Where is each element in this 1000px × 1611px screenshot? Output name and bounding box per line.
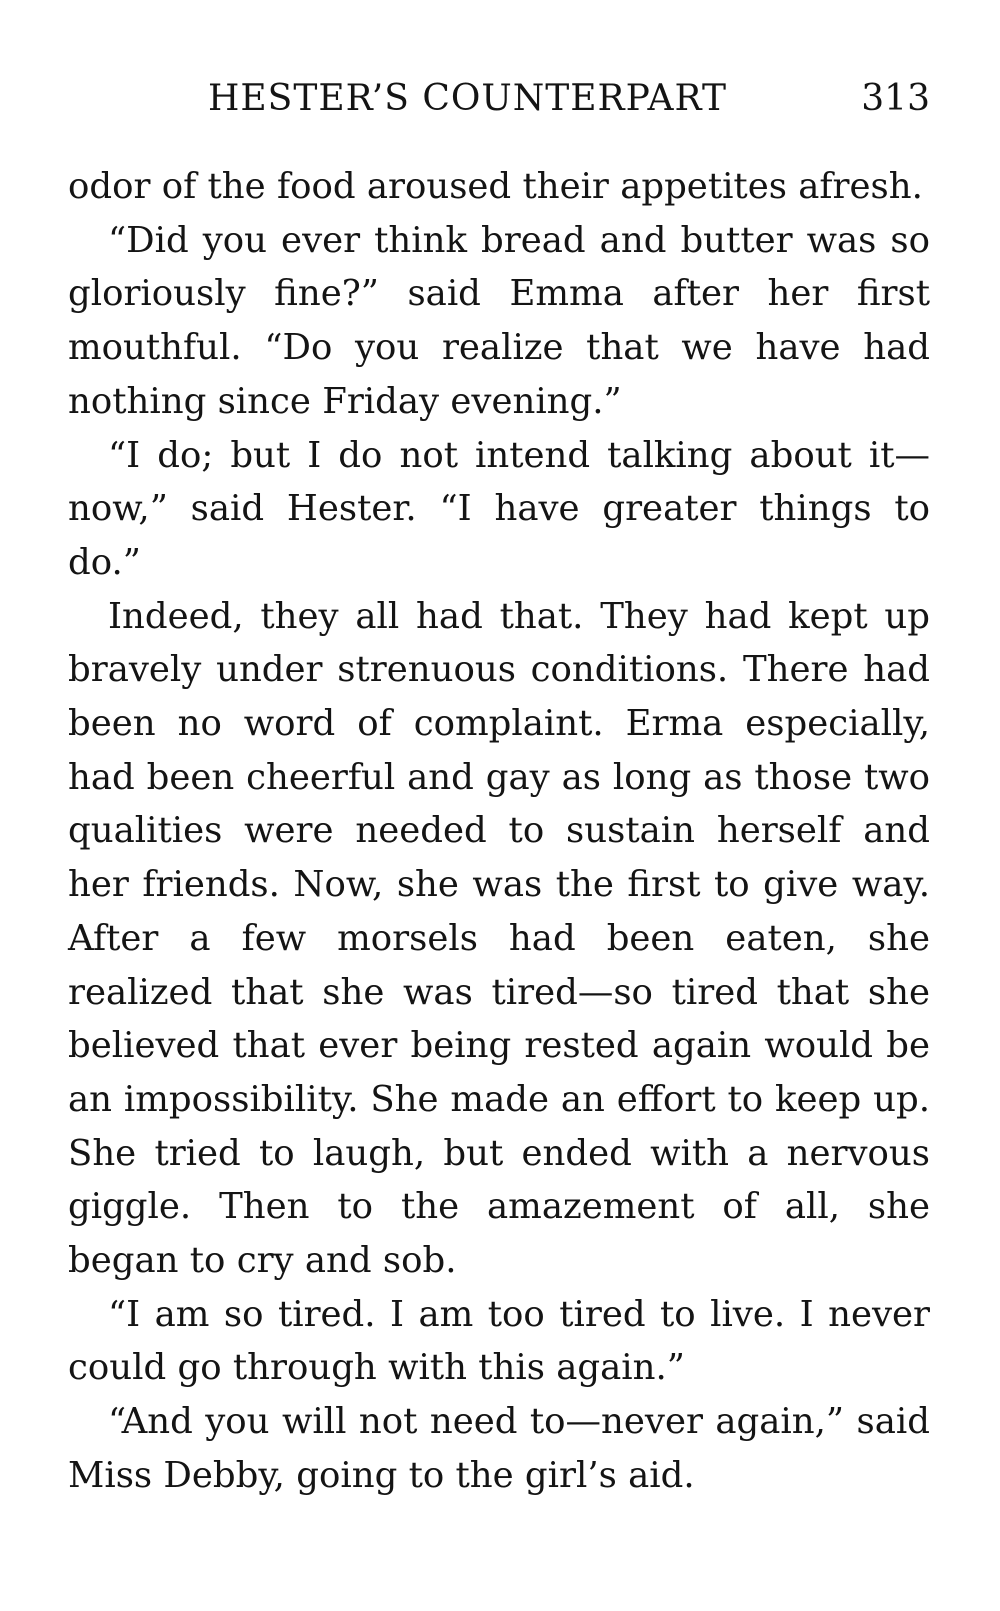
paragraph: odor of the food aroused their appetites afresh. — [68, 166, 923, 207]
paragraph: “Did you ever think bread and butter was so gloriously fine?” said Emma after her first mouthful. “Do you realize that we have had nothing since Friday evening.” — [68, 219, 930, 422]
paragraph: “I am so tired. I am too tired to live. I never could go through with this again.” — [68, 1293, 930, 1389]
paragraph: “I do; but I do not intend talking about it—now,” said Hester. “I have greater things to do.” — [68, 434, 930, 583]
running-head — [68, 78, 930, 128]
paragraph: “And you will not need to—never again,” said Miss Debby, going to the girl’s aid. — [68, 1401, 930, 1496]
body-text — [68, 160, 930, 1503]
paragraph: Indeed, they all had that. They had kept up bravely under strenuous conditions. There had been no word of complaint. Erma especially, had been cheerful and gay as long as those two qualities were needed to sustain herself and her friends. Now, she was the first to give way. After a few morsels had been eaten, she realized that she was tired—so tired that she believed that ever being rested again would be an impossibility. She made an effort to keep up. She tried to laugh, but ended with a nervous giggle. Then to the amazement of all, she began to cry and sob. — [68, 595, 930, 1282]
page-number: 313 — [861, 78, 930, 119]
running-title: HESTER’S COUNTERPART — [208, 78, 728, 119]
